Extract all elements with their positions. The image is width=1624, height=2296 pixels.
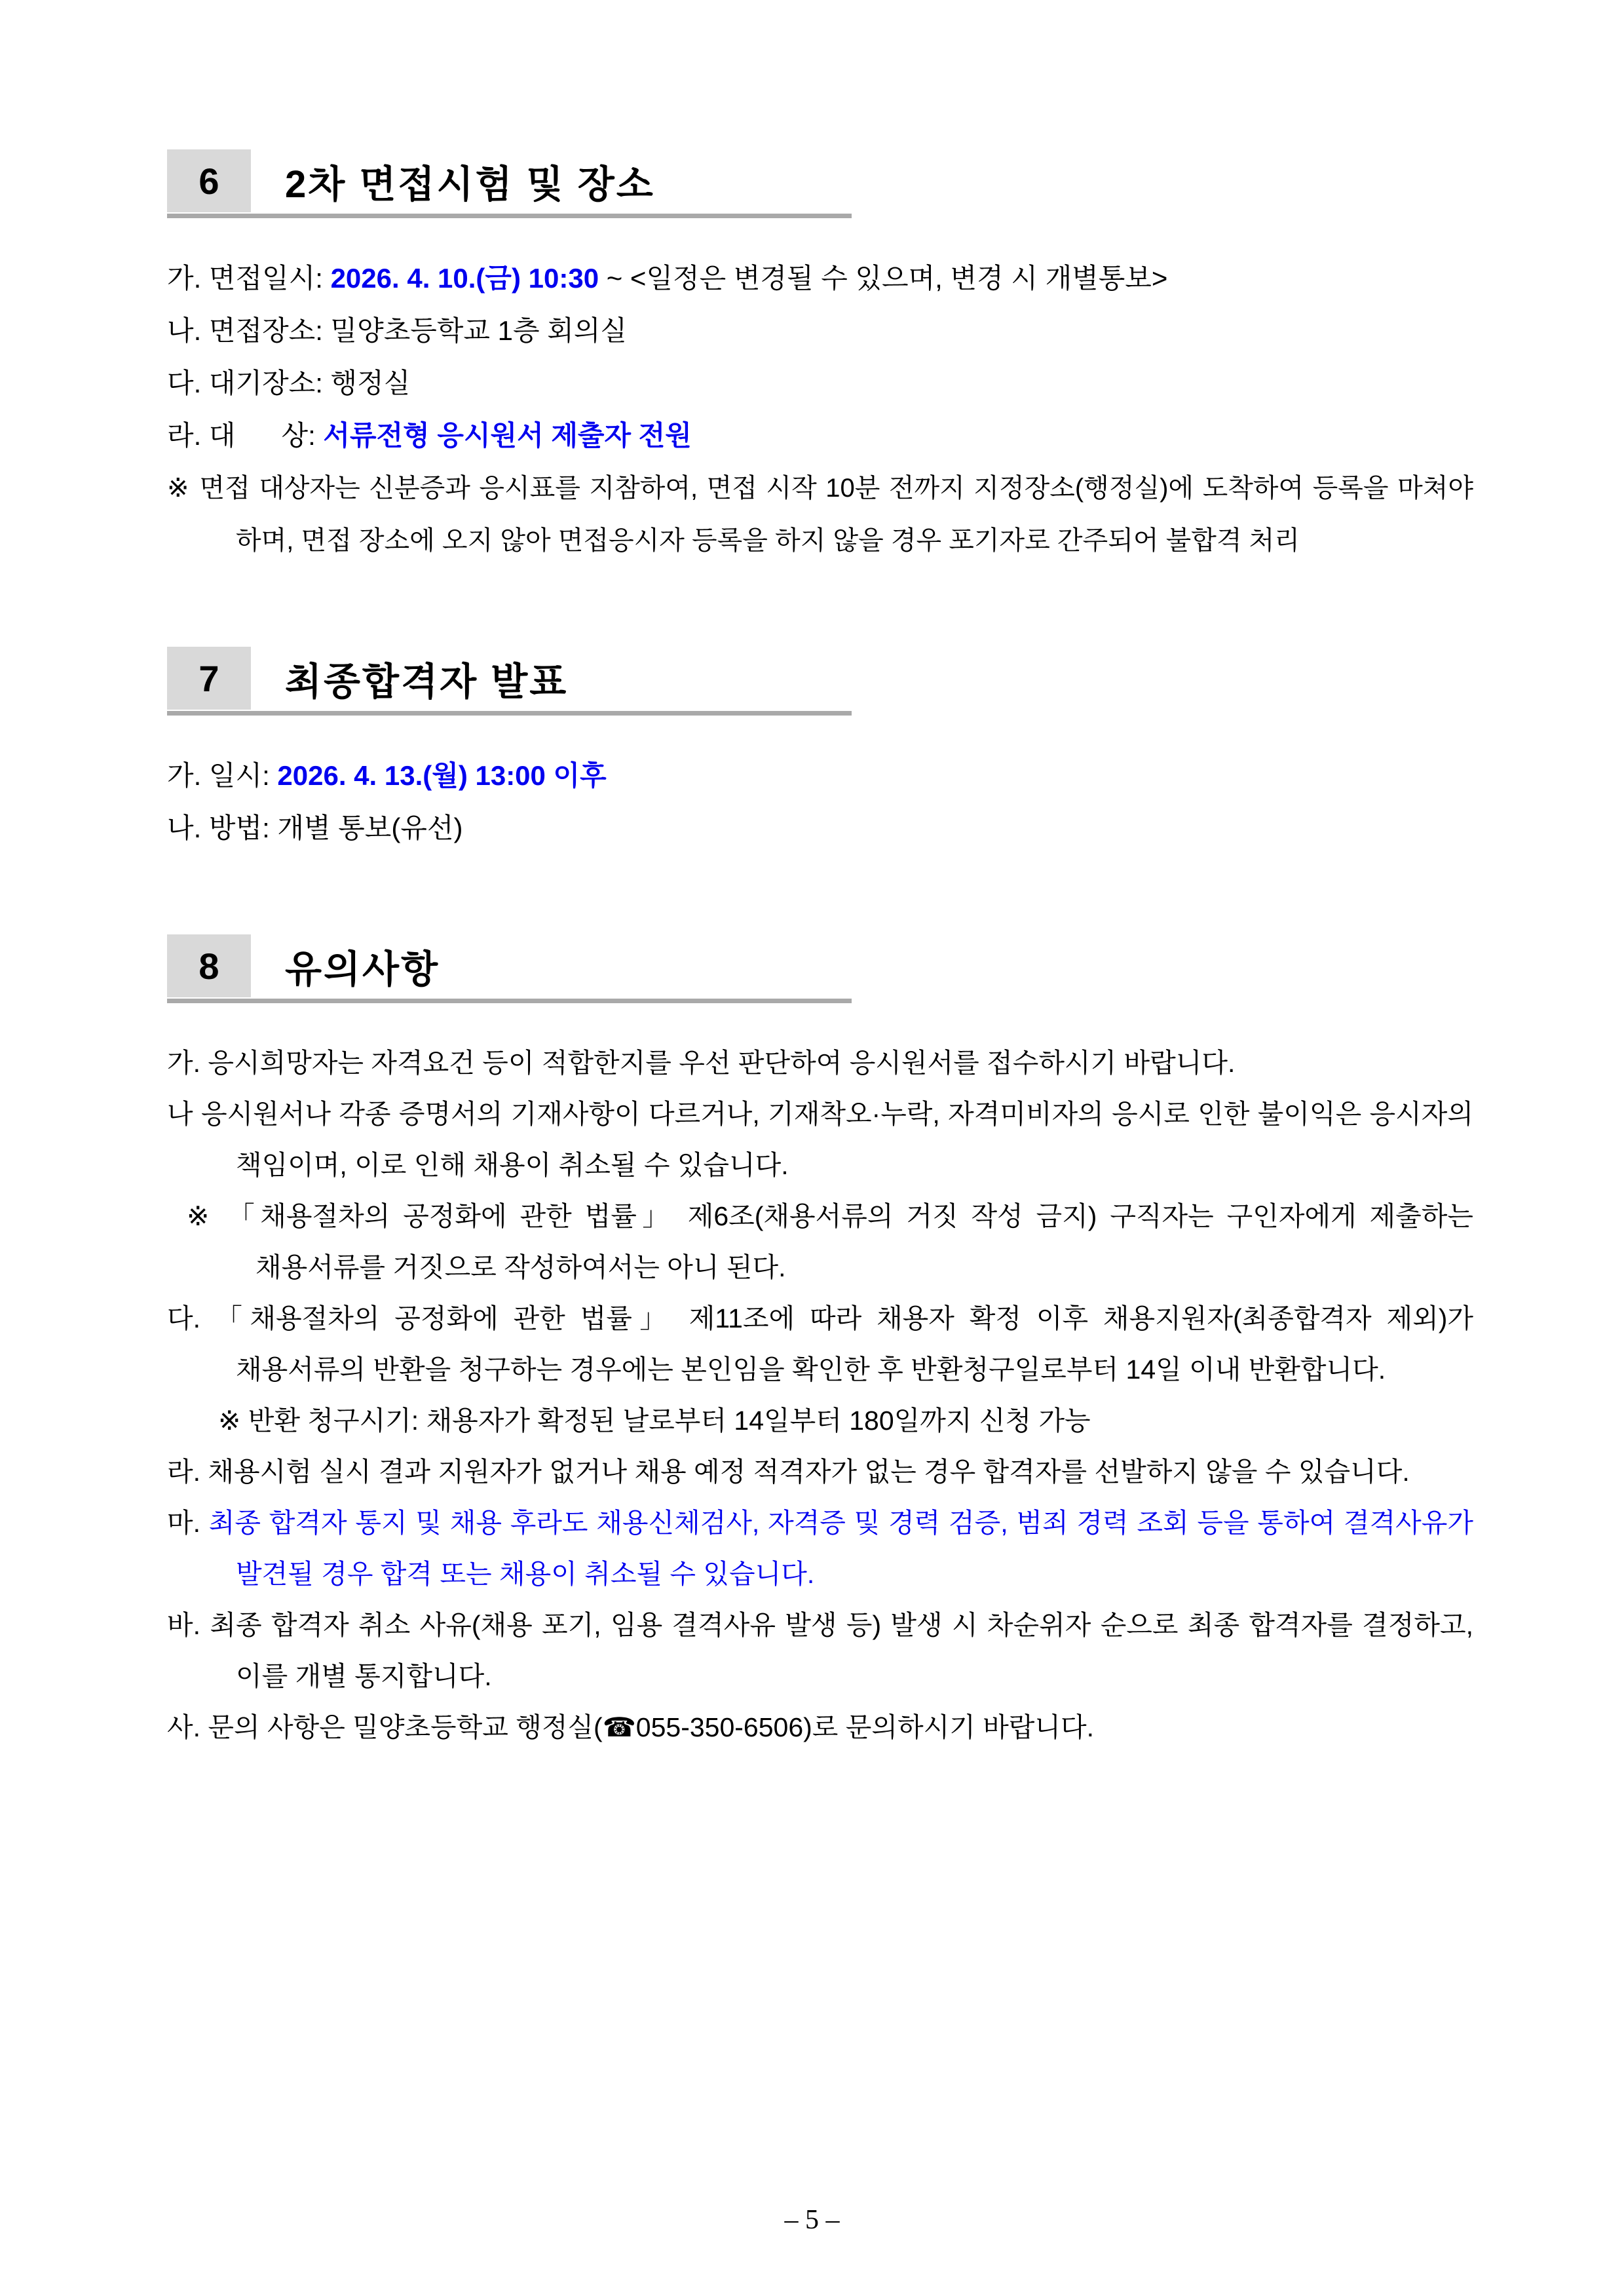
item-marker: 다. <box>167 368 202 398</box>
section-6-header <box>167 149 852 218</box>
page-footer <box>0 2204 1624 2236</box>
item-marker: 바. <box>167 1610 200 1640</box>
section-number: 7 <box>198 657 219 699</box>
note-item <box>167 462 1473 567</box>
text-segment: 응시희망자는 자격요건 등이 적합한지를 우선 판단하여 응시원서를 접수하시기 바랍니다. <box>208 1048 1236 1078</box>
reference-mark: ※ <box>167 474 191 503</box>
section-number: 6 <box>198 160 219 202</box>
text-segment: 면접장소: 밀양초등학교 1층 회의실 <box>208 315 627 346</box>
list-item <box>167 1599 1473 1702</box>
item-marker: 다. <box>167 1303 200 1333</box>
text-segment: 면접 대상자는 신분증과 응시표를 지참하여, 면접 시작 10분 전까지 지정장소(행정실)에 도착하여 등록을 마쳐야 하며, 면접 장소에 오지 않아 면접응시자 등록을 하지 않을 경우 포기자로 간주되어 불합격 처리 <box>199 474 1473 555</box>
reference-mark: ※ <box>187 1201 215 1231</box>
highlighted-date: 2026. 4. 13.(월) 13:00 이후 <box>277 760 607 791</box>
section-6-number-box <box>167 149 251 212</box>
item-marker: 나. <box>167 315 202 346</box>
text-segment: 채용시험 실시 결과 지원자가 없거나 채용 예정 적격자가 없는 경우 합격자를 선발하지 않을 수 있습니다. <box>208 1457 1410 1487</box>
item-marker: 나. <box>167 813 202 843</box>
text-segment: 응시원서나 각종 증명서의 기재사항이 다르거나, 기재착오·누락, 자격미비자의 응시로 인한 불이익은 응시자의 책임이며, 이로 인해 채용이 취소될 수 있습니다. <box>200 1099 1473 1180</box>
section-7-title: 최종합격자 발표 <box>285 660 569 703</box>
list-item <box>167 1702 1473 1753</box>
highlighted-text: 서류전형 응시원서 제출자 전원 <box>323 420 692 451</box>
reference-mark: ※ <box>218 1406 241 1436</box>
item-marker: 라. <box>167 1457 200 1487</box>
item-marker: 가. <box>167 1048 200 1078</box>
list-item <box>167 1497 1473 1599</box>
item-marker: 가. <box>167 263 202 294</box>
item-marker: 사. <box>167 1712 200 1742</box>
highlighted-date: 2026. 4. 10.(금) 10:30 <box>330 263 599 294</box>
phone-icon: ☎ <box>602 1712 636 1742</box>
text-segment: 055-350-6506)로 문의하시기 바랍니다. <box>635 1712 1095 1742</box>
list-item <box>167 1037 1473 1088</box>
text-segment: 대 상: <box>208 420 324 451</box>
section-7-number-box <box>167 647 251 710</box>
list-item <box>167 802 1473 854</box>
list-item <box>167 1088 1473 1191</box>
item-marker: 나 <box>167 1099 193 1129</box>
list-item <box>167 305 1473 357</box>
text-segment: 일시: <box>208 760 278 791</box>
text-segment: 「채용절차의 공정화에 관한 법률」 제11조에 따라 채용자 확정 이후 채용지원자(최종합격자 제외)가 채용서류의 반환을 청구하는 경우에는 본인임을 확인한 후 반환청구일로부터 14일 이내 반환합니다. <box>215 1303 1473 1385</box>
section-8-header <box>167 934 852 1003</box>
list-item <box>167 1446 1473 1497</box>
section-number: 8 <box>198 945 219 987</box>
list-item <box>167 750 1473 802</box>
note-item <box>218 1395 1473 1446</box>
item-marker: 마. <box>167 1508 200 1538</box>
item-marker: 라. <box>167 420 202 451</box>
item-marker: 가. <box>167 760 202 791</box>
text-segment: 「채용절차의 공정화에 관한 법률」 제6조(채용서류의 거짓 작성 금지) 구직자는 구인자에게 제출하는 채용서류를 거짓으로 작성하여서는 아니 된다. <box>227 1201 1473 1282</box>
text-segment: 반환 청구시기: 채용자가 확정된 날로부터 14일부터 180일까지 신청 가능 <box>248 1406 1091 1436</box>
page-number: – 5 – <box>784 2205 840 2235</box>
text-segment: 대기장소: 행정실 <box>208 368 411 398</box>
text-segment: 방법: 개별 통보(유선) <box>208 813 463 843</box>
section-7-header <box>167 647 852 716</box>
text-segment: ~ <일정은 변경될 수 있으며, 변경 시 개별통보> <box>606 263 1168 294</box>
section-8-body <box>167 1037 1473 1753</box>
list-item <box>167 410 1473 462</box>
text-segment: 면접일시: <box>208 263 331 294</box>
section-8-title: 유의사항 <box>285 948 440 991</box>
text-segment: 최종 합격자 취소 사유(채용 포기, 임용 결격사유 발생 등) 발생 시 차순위자 순으로 최종 합격자를 결정하고, 이를 개별 통지합니다. <box>210 1610 1473 1691</box>
list-item <box>167 252 1473 305</box>
text-segment: 문의 사항은 밀양초등학교 행정실( <box>208 1712 603 1742</box>
highlighted-text: 최종 합격자 통지 및 채용 후라도 채용신체검사, 자격증 및 경력 검증, 범죄 경력 조회 등을 통하여 결격사유가 발견될 경우 합격 또는 채용이 취소될 수 있습니다. <box>208 1508 1473 1589</box>
note-item <box>187 1191 1473 1293</box>
list-item <box>167 357 1473 410</box>
list-item <box>167 1293 1473 1395</box>
section-6-title: 2차 면접시험 및 장소 <box>285 163 655 206</box>
section-8-number-box <box>167 934 251 997</box>
